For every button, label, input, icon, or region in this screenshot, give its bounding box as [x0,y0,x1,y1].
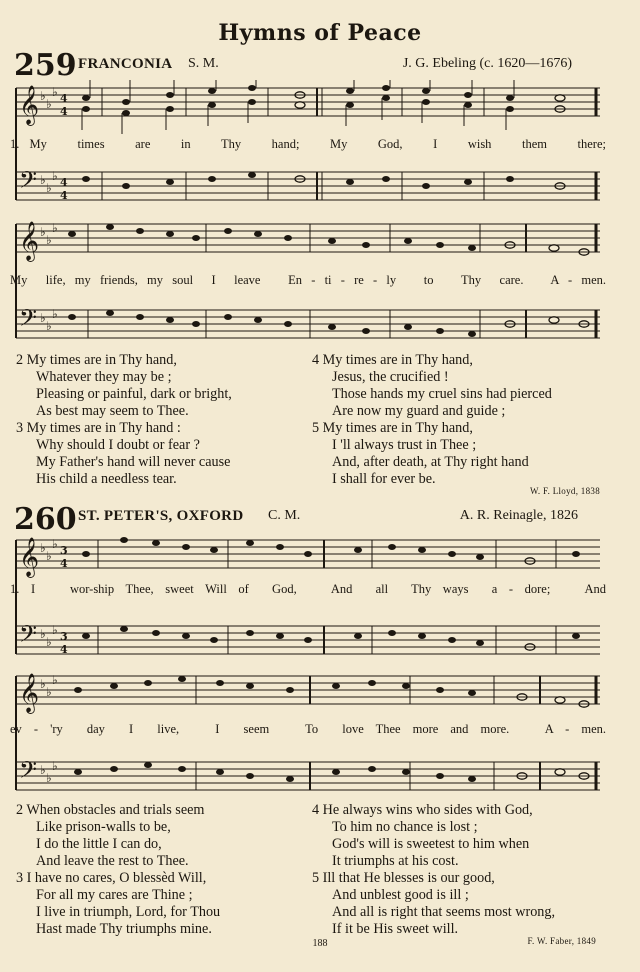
svg-text:♭: ♭ [52,623,58,637]
lyric-line: 1. My times are in Thy hand; My God, I wish them there; [10,137,606,151]
running-head: Hymns of Peace [218,20,422,46]
svg-text:𝄞: 𝄞 [19,85,40,125]
svg-text:♭: ♭ [40,311,46,325]
verse-line: Pleasing or painful, dark or bright, [36,386,232,402]
svg-text:𝄢: 𝄢 [19,304,38,337]
svg-text:♭: ♭ [40,225,46,239]
svg-text:𝄞: 𝄞 [19,673,40,713]
verse-line: My Father's hand will never cause [36,454,231,470]
svg-text:4: 4 [60,105,68,118]
svg-text:♭: ♭ [46,233,52,247]
verse-line: 4 He always wins who sides with God, [312,802,533,818]
svg-text:4: 4 [60,189,68,202]
svg-text:♭: ♭ [46,685,52,699]
tune-name: FRANCONIA [78,56,173,72]
verse-line: And all is right that seems most wrong, [332,904,556,920]
svg-text:♭: ♭ [46,635,52,649]
verse-line: To him no chance is lost ; [332,819,478,835]
verses-left [16,352,306,488]
verse-line: 4 My times are in Thy hand, [312,352,473,368]
verse-line: And unblest good is ill ; [332,887,469,903]
lyric-line: 1. I wor-ship Thee, sweet Will of God, And all Thy ways a - dore; And [10,582,606,596]
verse-line: 2 When obstacles and trials seem [16,802,205,818]
svg-text:♭: ♭ [46,319,52,333]
verse-line: For all my cares are Thine ; [36,887,193,903]
verse-line: I shall for ever be. [332,471,436,487]
svg-text:4: 4 [60,176,68,189]
verse-line: His child a needless tear. [36,471,177,487]
svg-text:♭: ♭ [52,759,58,773]
svg-text:♭: ♭ [46,549,52,563]
svg-text:3: 3 [60,630,68,643]
svg-text:♭: ♭ [40,677,46,691]
verses-right [312,352,612,488]
svg-text:𝄢: 𝄢 [19,620,38,653]
verse-line: Those hands my cruel sins had pierced [332,386,552,402]
svg-text:♭: ♭ [40,627,46,641]
composer: J. G. Ebeling (c. 1620—1676) [402,56,572,71]
svg-text:♭: ♭ [46,97,52,111]
verse-line: And leave the rest to Thee. [36,853,189,869]
composer: A. R. Reinagle, 1826 [459,508,578,523]
verse-line: It triumphs at his cost. [332,853,459,869]
verse-line: 5 Ill that He blesses is our good, [312,870,495,886]
svg-text:♭: ♭ [52,537,58,551]
verse-line: If it be His sweet will. [332,921,459,937]
svg-text:♭: ♭ [40,173,46,187]
verses-left [16,802,306,938]
svg-text:♭: ♭ [46,181,52,195]
verse-line: 3 I have no cares, O blessèd Will, [16,870,207,886]
svg-text:4: 4 [60,643,68,656]
meter: C. M. [268,508,301,523]
verse-line: God's will is sweetest to him when [332,836,530,852]
lyric-line: My life, my friends, my soul I leave En - ti - re - ly to Thy care. A - men. [10,273,606,287]
verse-line: I live in triumph, Lord, for Thou [36,904,221,920]
verse-line: I do the little I can do, [36,836,162,852]
verse-line: Are now my guard and guide ; [332,403,506,419]
meter: S. M. [188,56,219,71]
tune-name: ST. PETER'S, OXFORD [78,508,244,524]
svg-text:♭: ♭ [52,307,58,321]
lyric-line: ev - 'ry day I live, I seem To love Thee more and more. A - men. [10,722,606,736]
verse-line: As best may seem to Thee. [36,403,189,419]
hymn-number: 260 [14,502,77,537]
svg-text:♭: ♭ [46,771,52,785]
attribution: F. W. Faber, 1849 [527,936,596,946]
verse-line: 5 My times are in Thy hand, [312,420,473,436]
svg-text:𝄢: 𝄢 [19,756,38,789]
svg-text:𝄞: 𝄞 [19,221,40,261]
svg-text:♭: ♭ [52,673,58,687]
verse-line: Why should I doubt or fear ? [36,437,200,453]
svg-text:3: 3 [60,544,68,557]
verse-line: I 'll always trust in Thee ; [332,437,477,453]
verse-line: Whatever they may be ; [36,369,172,385]
verse-line: And, after death, at Thy right hand [332,454,529,470]
svg-text:♭: ♭ [52,85,58,99]
svg-text:𝄢: 𝄢 [19,166,38,199]
verse-line: Hast made Thy triumphs mine. [36,921,212,937]
verse-line: 3 My times are in Thy hand : [16,420,181,436]
svg-text:4: 4 [60,557,68,570]
svg-text:♭: ♭ [40,541,46,555]
page-number: 188 [312,938,328,949]
svg-text:♭: ♭ [40,763,46,777]
verses-right [312,802,612,938]
svg-text:♭: ♭ [40,89,46,103]
svg-text:♭: ♭ [52,169,58,183]
verse-line: 2 My times are in Thy hand, [16,352,177,368]
svg-text:♭: ♭ [52,221,58,235]
svg-text:𝄞: 𝄞 [19,537,40,577]
verse-line: Jesus, the crucified ! [332,369,449,385]
hymn-number: 259 [14,48,77,83]
verse-line: Like prison-walls to be, [36,819,171,835]
attribution: W. F. Lloyd, 1838 [529,486,600,496]
svg-text:4: 4 [60,92,68,105]
